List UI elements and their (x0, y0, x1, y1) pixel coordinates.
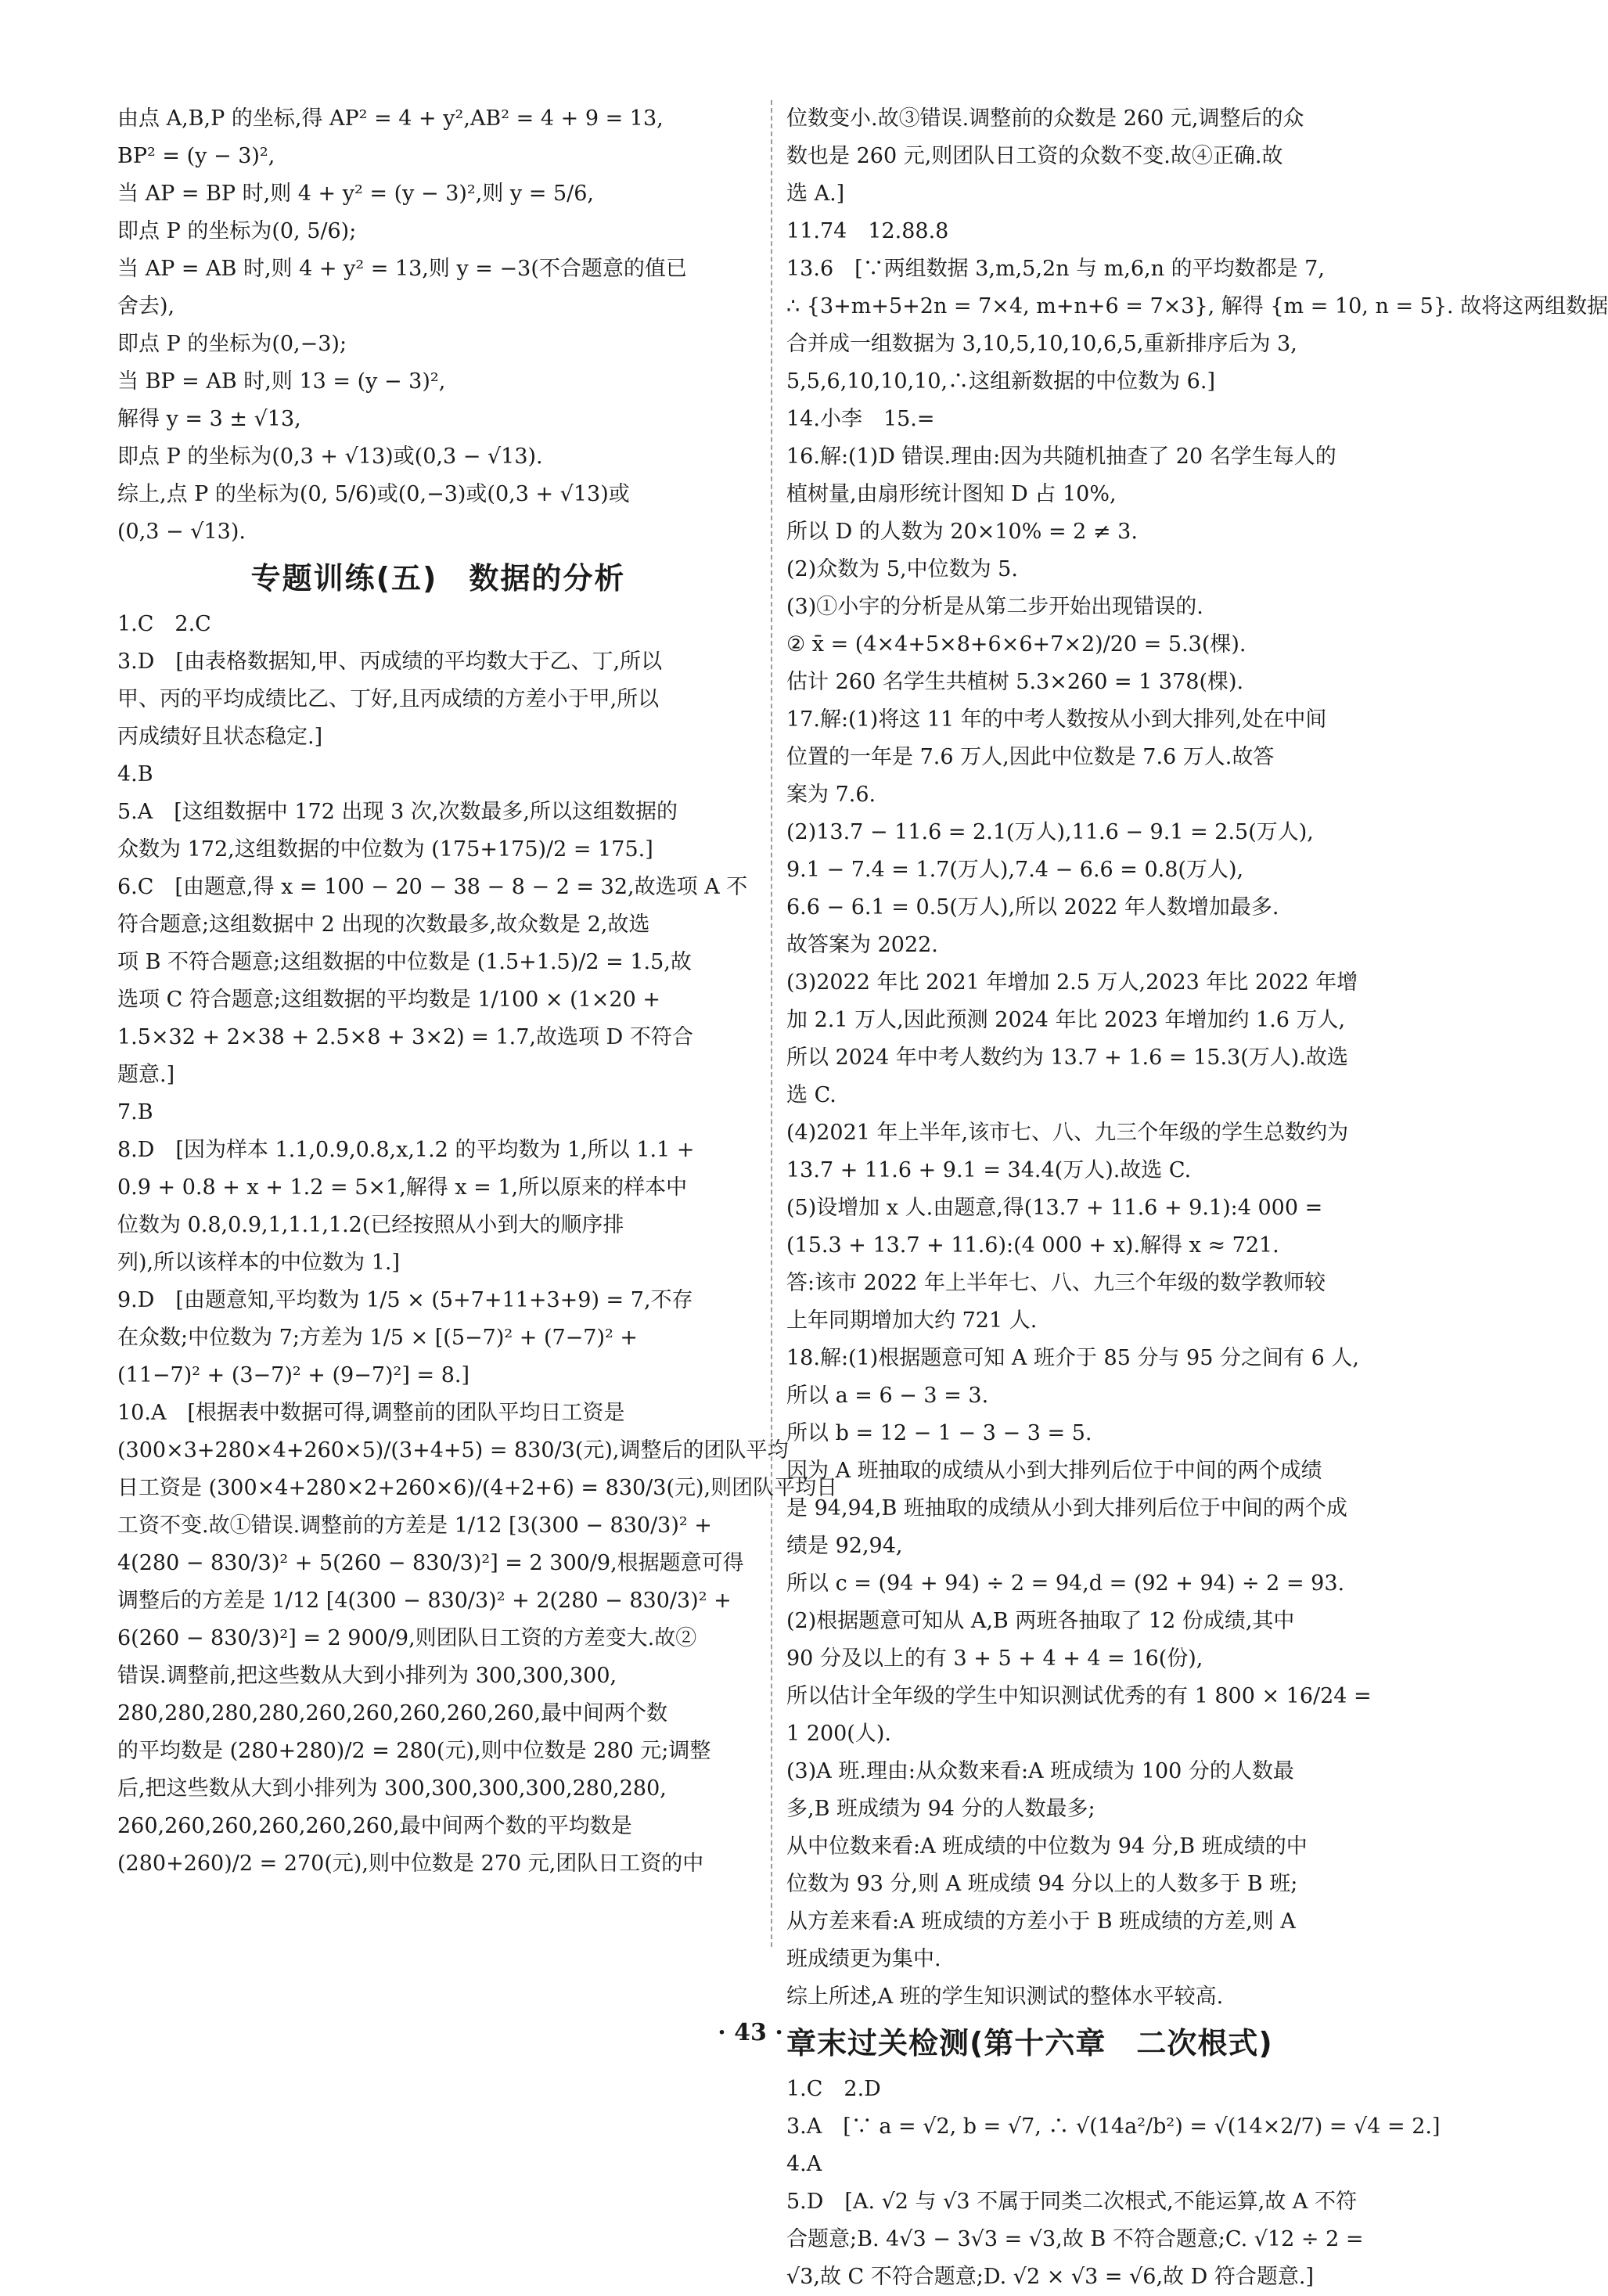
text-line: 选 C. (786, 1083, 836, 1107)
text-line: 故答案为 2022. (786, 933, 938, 957)
text-line: 11.74 12.88.8 (786, 219, 949, 243)
text-line: 项 B 不符合题意;这组数据的中位数是 (1.5+1.5)/2 = 1.5,故 (117, 950, 692, 974)
text-line: 5.A [这组数据中 172 出现 3 次,次数最多,所以这组数据的 (117, 800, 678, 824)
text-line: 260,260,260,260,260,260,最中间两个数的平均数是 (117, 1814, 632, 1838)
text-line: 即点 P 的坐标为(0,−3); (117, 332, 347, 356)
text-line: 10.A [根据表中数据可得,调整前的团队平均日工资是 (117, 1401, 625, 1425)
text-line: 位置的一年是 7.6 万人,因此中位数是 7.6 万人.故答 (786, 745, 1275, 769)
text-line: 当 AP = AB 时,则 4 + y² = 13,则 y = −3(不合题意的值已 (117, 257, 687, 281)
text-line: 选 A.] (786, 182, 845, 206)
text-line: 列),所以该样本的中位数为 1.] (117, 1251, 400, 1275)
text-line: 综上所述,A 班的学生知识测试的整体水平较高. (786, 1985, 1224, 2009)
text-line: 17.解:(1)将这 11 年的中考人数按从小到大排列,处在中间 (786, 707, 1327, 732)
text-line: 4.B (117, 762, 153, 786)
left-intro-lines (117, 100, 759, 551)
text-line: 合题意;B. 4√3 − 3√3 = √3,故 B 不符合题意;C. √12 ÷ 2 = (786, 2227, 1364, 2251)
text-line: 0.9 + 0.8 + x + 1.2 = 5×1,解得 x = 1,所以原来的样本中 (117, 1175, 688, 1200)
column-divider (771, 100, 772, 1947)
text-line: (11−7)² + (3−7)² + (9−7)²] = 8.] (117, 1363, 469, 1387)
text-line: 位数为 0.8,0.9,1,1.1,1.2(已经按照从小到大的顺序排 (117, 1213, 624, 1237)
text-line: 6.C [由题意,得 x = 100 − 20 − 38 − 8 − 2 = 32,故选项 A 不 (117, 875, 748, 899)
text-line: 13.6 [∵两组数据 3,m,5,2n 与 m,6,n 的平均数都是 7, (786, 257, 1325, 281)
text-line: 甲、丙的平均成绩比乙、丁好,且丙成绩的方差小于甲,所以 (117, 687, 660, 711)
text-line: 所以 2024 年中考人数约为 13.7 + 1.6 = 15.3(万人).故选 (786, 1045, 1348, 1070)
text-line: 1.C 2.C (117, 612, 211, 636)
text-line: 280,280,280,280,260,260,260,260,260,最中间两个数 (117, 1701, 668, 1726)
text-line: 的平均数是 (280+280)/2 = 280(元),则中位数是 280 元;调整 (117, 1739, 711, 1763)
text-line: (3)①小宇的分析是从第二步开始出现错误的. (786, 595, 1203, 619)
text-line: 从方差来看:A 班成绩的方差小于 B 班成绩的方差,则 A (786, 1909, 1296, 1934)
text-line: 所以 a = 6 − 3 = 3. (786, 1384, 989, 1408)
text-line: 从中位数来看:A 班成绩的中位数为 94 分,B 班成绩的中 (786, 1834, 1308, 1859)
text-line: 丙成绩好且状态稳定.] (117, 725, 323, 749)
text-line: 1.5×32 + 2×38 + 2.5×8 + 3×2) = 1.7,故选项 D 不符合 (117, 1025, 693, 1049)
text-line: (0,3 − √13). (117, 520, 246, 544)
text-line: 由点 A,B,P 的坐标,得 AP² = 4 + y²,AB² = 4 + 9 = 13, (117, 106, 664, 131)
text-line: 植树量,由扇形统计图知 D 占 10%, (786, 482, 1117, 506)
text-line: 当 AP = BP 时,则 4 + y² = (y − 3)²,则 y = 5/6, (117, 182, 594, 206)
text-line: 工资不变.故①错误.调整前的方差是 1/12 [3(300 − 830/3)² + (117, 1513, 712, 1538)
text-line: 所以 b = 12 − 1 − 3 − 3 = 5. (786, 1421, 1092, 1445)
text-line: 7.B (117, 1100, 153, 1125)
text-line: 加 2.1 万人,因此预测 2024 年比 2023 年增加约 1.6 万人, (786, 1008, 1346, 1032)
text-line: (5)设增加 x 人.由题意,得(13.7 + 11.6 + 9.1):4 000 = (786, 1196, 1323, 1220)
text-line: 估计 260 名学生共植树 5.3×260 = 1 378(棵). (786, 670, 1244, 694)
text-line: 解得 y = 3 ± √13, (117, 407, 301, 431)
text-line: 6(260 − 830/3)²] = 2 900/9,则团队日工资的方差变大.故② (117, 1626, 697, 1650)
text-line: √3,故 C 不符合题意;D. √2 × √3 = √6,故 D 符合题意.] (786, 2265, 1314, 2289)
text-line: 班成绩更为集中. (786, 1947, 941, 1971)
text-line: 日工资是 (300×4+280×2+260×6)/(4+2+6) = 830/3(元),则团队平均日 (117, 1476, 838, 1500)
text-line: 绩是 92,94, (786, 1534, 903, 1558)
text-line: 位数变小.故③错误.调整前的众数是 260 元,调整后的众 (786, 106, 1304, 131)
text-line: 所以 D 的人数为 20×10% = 2 ≠ 3. (786, 520, 1138, 544)
text-line: (3)2022 年比 2021 年增加 2.5 万人,2023 年比 2022 年增 (786, 970, 1358, 995)
text-line: 即点 P 的坐标为(0, 5/6); (117, 219, 357, 243)
text-line: 众数为 172,这组数据的中位数为 (175+175)/2 = 175.] (117, 837, 653, 862)
text-line: 舍去), (117, 294, 175, 318)
text-line: 位数为 93 分,则 A 班成绩 94 分以上的人数多于 B 班; (786, 1872, 1298, 1896)
text-line: 5.D [A. √2 与 √3 不属于同类二次根式,不能运算,故 A 不符 (786, 2190, 1357, 2214)
text-line: (2)根据题意可知从 A,B 两班各抽取了 12 份成绩,其中 (786, 1609, 1295, 1633)
text-line: 6.6 − 6.1 = 0.5(万人),所以 2022 年人数增加最多. (786, 895, 1279, 919)
text-line: 18.解:(1)根据题意可知 A 班介于 85 分与 95 分之间有 6 人, (786, 1346, 1359, 1370)
text-line: 16.解:(1)D 错误.理由:因为共随机抽查了 20 名学生每人的 (786, 444, 1336, 469)
text-line: 多,B 班成绩为 94 分的人数最多; (786, 1797, 1095, 1821)
text-line: 9.1 − 7.4 = 1.7(万人),7.4 − 6.6 = 0.8(万人), (786, 858, 1244, 882)
text-line: 8.D [因为样本 1.1,0.9,0.8,x,1.2 的平均数为 1,所以 1.1 + (117, 1138, 695, 1162)
text-line: 所以 c = (94 + 94) ÷ 2 = 94,d = (92 + 94) ÷ 2 = 93. (786, 1571, 1345, 1596)
right-answer-lines (786, 2071, 1441, 2296)
text-line: 3.A [∵ a = √2, b = √7, ∴ √(14a²/b²) = √(14×2/7) = √4 = 2.] (786, 2114, 1441, 2139)
text-line: 4(280 − 830/3)² + 5(260 − 830/3)²] = 2 300/9,根据题意可得 (117, 1551, 744, 1575)
text-line: 调整后的方差是 1/12 [4(300 − 830/3)² + 2(280 − 830/3)² + (117, 1589, 732, 1613)
text-line: 综上,点 P 的坐标为(0, 5/6)或(0,−3)或(0,3 + √13)或 (117, 482, 630, 506)
text-line: 选项 C 符合题意;这组数据的平均数是 1/100 × (1×20 + (117, 988, 660, 1012)
text-line: 在众数;中位数为 7;方差为 1/5 × [(5−7)² + (7−7)² + (117, 1326, 639, 1350)
text-line: 是 94,94,B 班抽取的成绩从小到大排列后位于中间的两个成 (786, 1496, 1347, 1520)
text-line: 因为 A 班抽取的成绩从小到大排列后位于中间的两个成绩 (786, 1459, 1322, 1483)
text-line: (300×3+280×4+260×5)/(3+4+5) = 830/3(元),调整后的团队平均 (117, 1438, 789, 1463)
text-line: BP² = (y − 3)², (117, 144, 275, 168)
text-line: 5,5,6,10,10,10,∴这组新数据的中位数为 6.] (786, 369, 1215, 394)
text-line: 所以估计全年级的学生中知识测试优秀的有 1 800 × 16/24 = (786, 1684, 1372, 1708)
page-number: · 43 · (718, 2019, 783, 2046)
text-line: ② x̄ = (4×4+5×8+6×6+7×2)/20 = 5.3(棵). (786, 632, 1246, 657)
text-line: 13.7 + 11.6 + 9.1 = 34.4(万人).故选 C. (786, 1158, 1192, 1182)
text-line: (4)2021 年上半年,该市七、八、九三个年级的学生总数约为 (786, 1121, 1349, 1145)
section-title-data-analysis: 专题训练(五) 数据的分析 (250, 561, 626, 596)
text-line: 3.D [由表格数据知,甲、丙成绩的平均数大于乙、丁,所以 (117, 650, 663, 674)
text-line: 答:该市 2022 年上半年七、八、九三个年级的数学教师较 (786, 1271, 1326, 1295)
text-line: 1.C 2.D (786, 2077, 881, 2101)
text-line: 90 分及以上的有 3 + 5 + 4 + 4 = 16(份), (786, 1646, 1203, 1671)
text-line: ∴ {3+m+5+2n = 7×4, m+n+6 = 7×3}, 解得 {m = 10, n = 5}. 故将这两组数据 (786, 294, 1608, 318)
text-line: 案为 7.6. (786, 783, 876, 807)
text-line: 符合题意;这组数据中 2 出现的次数最多,故众数是 2,故选 (117, 912, 650, 937)
text-line: 4.A (786, 2152, 822, 2176)
text-line: (15.3 + 13.7 + 11.6):(4 000 + x).解得 x ≈ 721. (786, 1233, 1279, 1258)
text-line: 上年同期增加大约 721 人. (786, 1308, 1038, 1333)
text-line: 9.D [由题意知,平均数为 1/5 × (5+7+11+3+9) = 7,不存 (117, 1288, 693, 1312)
text-line: 合并成一组数据为 3,10,5,10,10,6,5,重新排序后为 3, (786, 332, 1297, 356)
text-line: 14.小李 15.= (786, 407, 935, 431)
text-line: 1 200(人). (786, 1722, 891, 1746)
text-line: 数也是 260 元,则团队日工资的众数不变.故④正确.故 (786, 144, 1283, 168)
text-line: (2)13.7 − 11.6 = 2.1(万人),11.6 − 9.1 = 2.5(万人), (786, 820, 1314, 844)
right-column (786, 100, 1608, 2296)
right-solution-lines (786, 100, 1608, 2016)
text-line: 题意.] (117, 1063, 175, 1087)
text-line: 当 BP = AB 时,则 13 = (y − 3)², (117, 369, 446, 394)
text-line: (280+260)/2 = 270(元),则中位数是 270 元,团队日工资的中 (117, 1852, 704, 1876)
section-title-chapter-test: 章末过关检测(第十六章 二次根式) (786, 2026, 1273, 2060)
text-line: 即点 P 的坐标为(0,3 + √13)或(0,3 − √13). (117, 444, 543, 469)
text-line: 错误.调整前,把这些数从大到小排列为 300,300,300, (117, 1664, 617, 1688)
text-line: (3)A 班.理由:从众数来看:A 班成绩为 100 分的人数最 (786, 1759, 1294, 1783)
text-line: (2)众数为 5,中位数为 5. (786, 557, 1018, 581)
text-line: 后,把这些数从大到小排列为 300,300,300,300,280,280, (117, 1776, 667, 1801)
